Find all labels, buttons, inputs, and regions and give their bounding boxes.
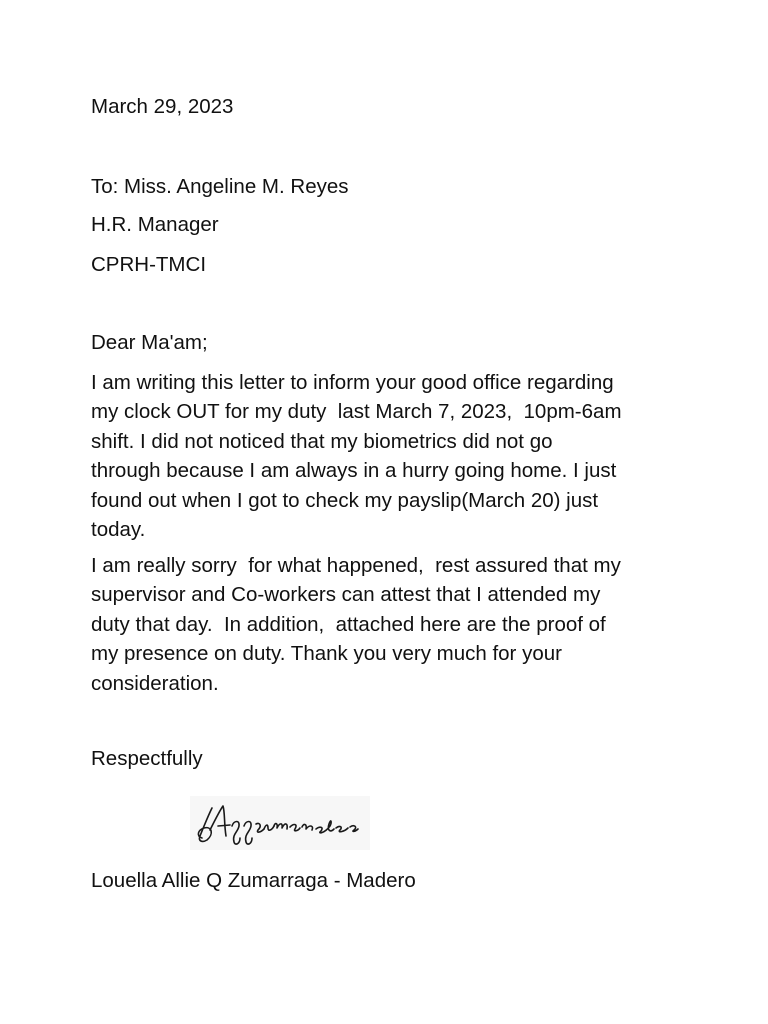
signature-scan-background xyxy=(190,796,370,850)
paragraph-line: duty that day. In addition, attached here are the proof of xyxy=(91,612,606,636)
paragraph-line: my clock OUT for my duty last March 7, 2023, 10pm-6am xyxy=(91,400,622,424)
paragraph-line: found out when I got to check my payslip(March 20) just xyxy=(91,488,599,512)
sender-name: Louella Allie Q Zumarraga - Madero xyxy=(91,869,416,892)
recipient-organization: CPRH-TMCI xyxy=(91,253,207,276)
paragraph-line: I am really sorry for what happened, rest assured that my xyxy=(91,554,621,577)
paragraph-line: today. xyxy=(91,518,146,542)
body-paragraph-1 xyxy=(91,368,691,544)
handwritten-signature-icon xyxy=(190,796,370,850)
salutation: Dear Ma'am; xyxy=(91,331,208,354)
closing: Respectfully xyxy=(91,747,203,770)
paragraph-line: I am writing this letter to inform your good office regarding xyxy=(91,371,614,394)
recipient-position: H.R. Manager xyxy=(91,213,219,236)
paragraph-line: supervisor and Co-workers can attest that I attended my xyxy=(91,583,601,607)
body-paragraph-2 xyxy=(91,551,691,698)
paragraph-line: shift. I did not noticed that my biometrics did not go xyxy=(91,429,553,453)
letter-date: March 29, 2023 xyxy=(91,95,234,118)
paragraph-line: consideration. xyxy=(91,671,219,695)
paragraph-line: through because I am always in a hurry going home. I just xyxy=(91,459,617,483)
recipient-to-line: To: Miss. Angeline M. Reyes xyxy=(91,175,349,198)
paragraph-line: my presence on duty. Thank you very much for your xyxy=(91,642,562,666)
